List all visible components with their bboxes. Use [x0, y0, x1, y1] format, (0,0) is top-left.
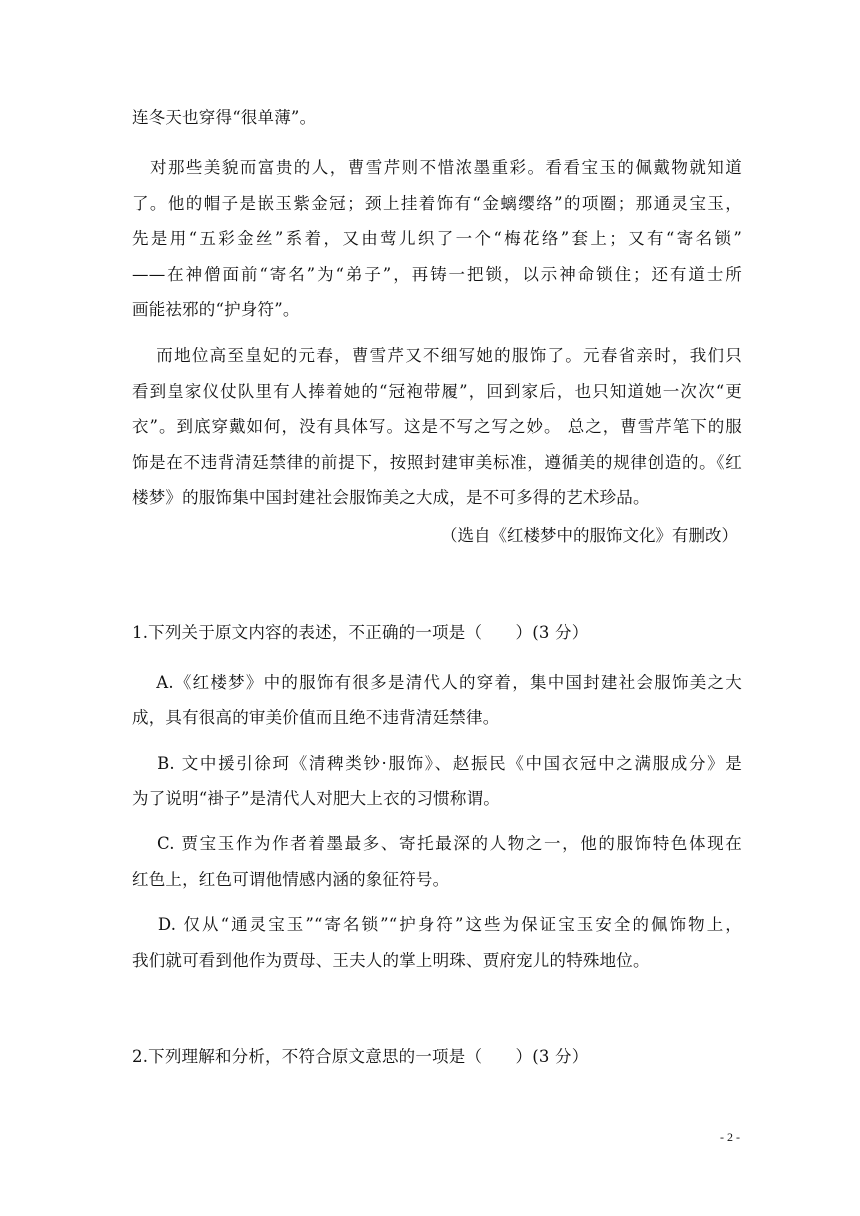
question-1-option-c: C. 贾宝玉作为作者着墨最多、寄托最深的人物之一，他的服饰特色体现在: [132, 834, 742, 853]
paragraph-line: 了。他的帽子是嵌玉紫金冠；颈上挂着饰有“金螭缨络”的项圈；那通灵宝玉，: [132, 194, 742, 213]
paragraph-line: 饰是在不违背清廷禁律的前提下，按照封建审美标准，遵循美的规律创造的。《红: [132, 453, 742, 472]
paragraph-line: ——在神僧面前“寄名”为“弟子”，再铸一把锁，以示神命锁住；还有道士所: [132, 265, 742, 284]
question-2-stem: 2.下列理解和分析，不符合原文意思的一项是（ ）(3 分）: [132, 1047, 589, 1066]
paragraph-line: 衣”。到底穿戴如何，没有具体写。这是不写之写之妙。 总之，曹雪芹笔下的服: [132, 417, 742, 436]
page-number: - 2 -: [720, 1130, 740, 1144]
paragraph-line: 楼梦》的服饰集中国封建社会服饰美之大成，是不可多得的艺术珍品。: [132, 488, 650, 507]
source-note: （选自《红楼梦中的服饰文化》有删改）: [441, 526, 738, 545]
paragraph-line: 而地位高至皇妃的元春，曹雪芹又不细写她的服饰了。元春省亲时，我们只: [132, 346, 742, 365]
question-1-option-b-continued: 为了说明“褂子”是清代人对肥大上衣的习惯称谓。: [132, 789, 500, 808]
paragraph-line: 对那些美貌而富贵的人，曹雪芹则不惜浓墨重彩。看看宝玉的佩戴物就知道: [132, 158, 742, 177]
question-1-stem: 1.下列关于原文内容的表述，不正确的一项是（ ）(3 分）: [132, 623, 589, 642]
paragraph-line: 画能祛邪的“护身符”。: [132, 300, 300, 319]
question-1-option-c-continued: 红色上，红色可谓他情感内涵的象征符号。: [132, 870, 450, 889]
question-1-option-b: B. 文中援引徐珂《清稗类钞·服饰》、赵振民《中国衣冠中之满服成分》是: [132, 754, 742, 773]
paragraph-line: 连冬天也穿得“很单薄”。: [132, 108, 317, 127]
paragraph-line: 看到皇家仪仗队里有人捧着她的“冠袍带履”，回到家后，也只知道她一次次“更: [132, 382, 742, 401]
paragraph-line: 先是用“五彩金丝”系着，又由莺儿织了一个“梅花络”套上；又有“寄名锁”: [132, 229, 742, 248]
question-1-option-a-continued: 成，具有很高的审美价值而且绝不违背清廷禁律。: [132, 708, 500, 727]
question-1-option-d: D. 仅从“通灵宝玉”“寄名锁”“护身符”这些为保证宝玉安全的佩饰物上，: [132, 915, 742, 934]
question-1-option-a: A.《红楼梦》中的服饰有很多是清代人的穿着，集中国封建社会服饰美之大: [132, 673, 742, 692]
question-1-option-d-continued: 我们就可看到他作为贾母、王夫人的掌上明珠、贾府宠儿的特殊地位。: [132, 951, 650, 970]
